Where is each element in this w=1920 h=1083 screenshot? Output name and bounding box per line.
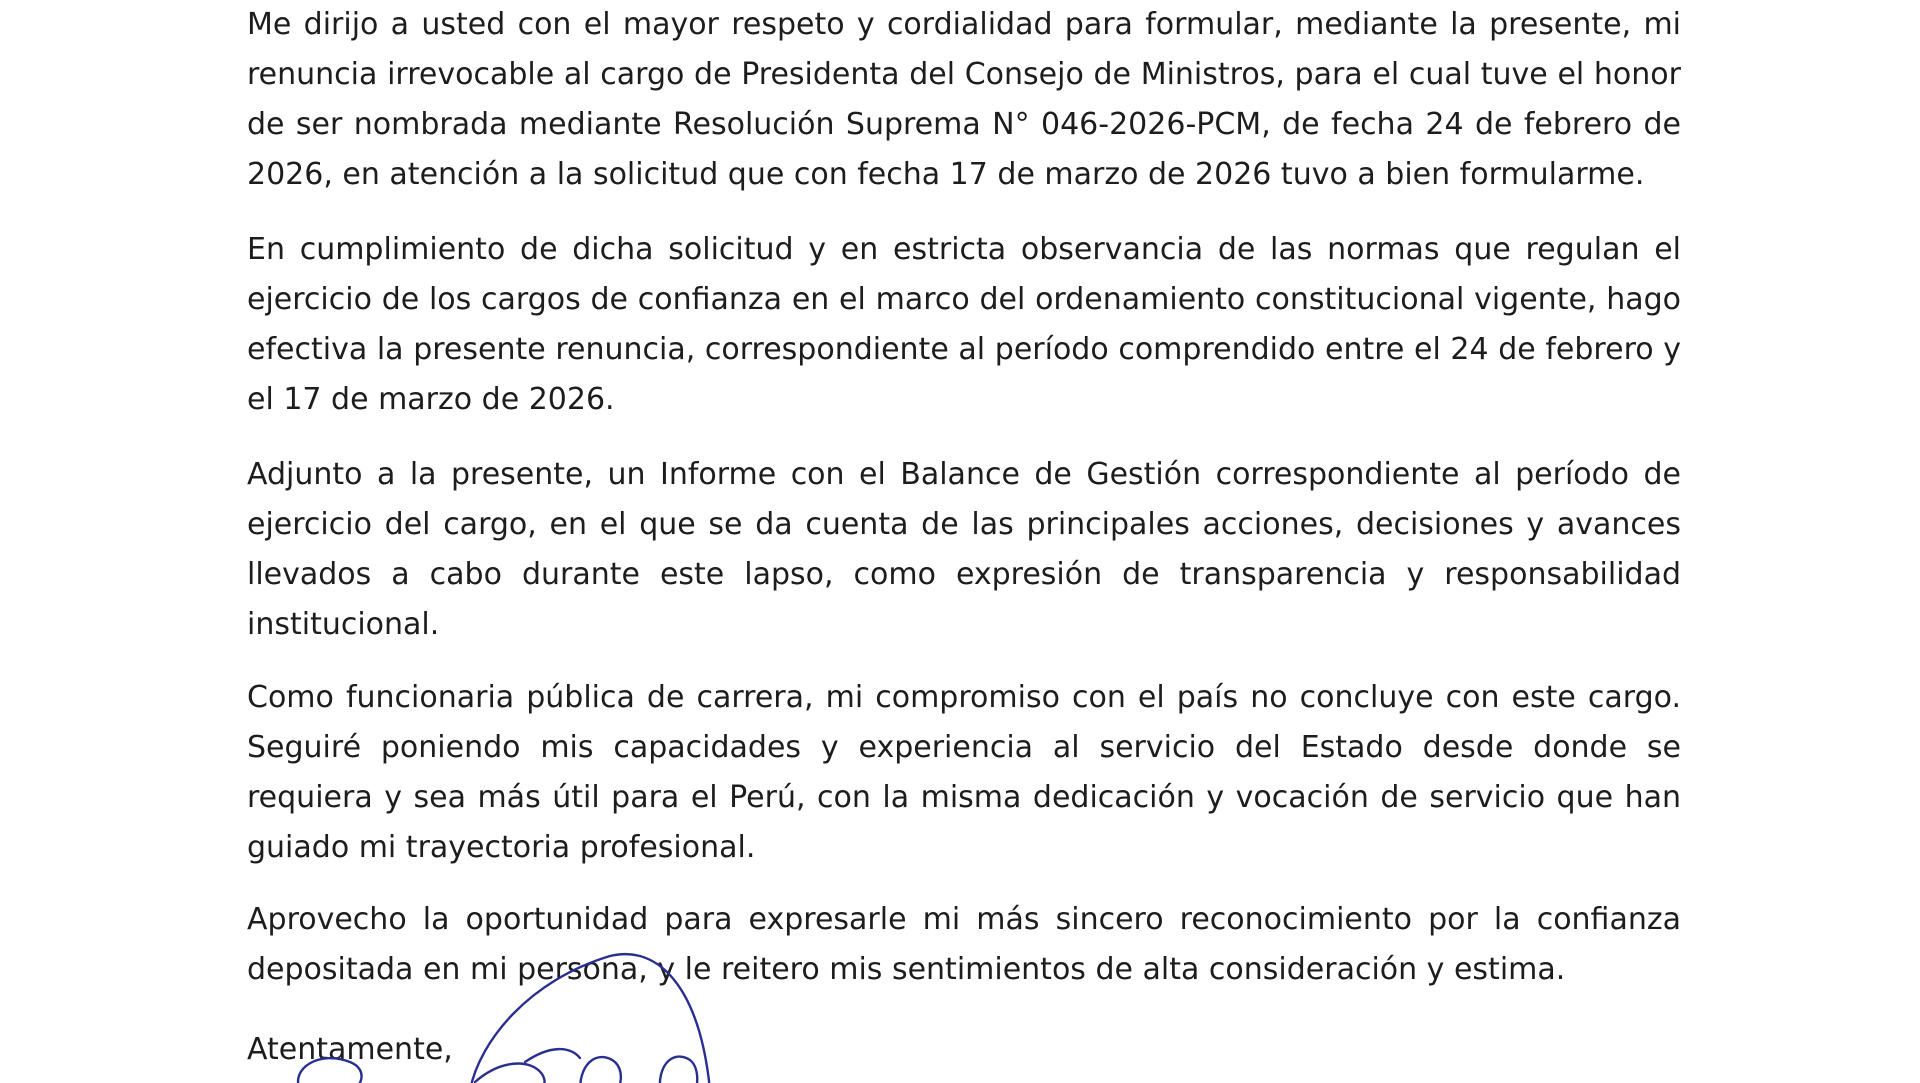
closing-salutation: Atentamente,	[247, 1032, 453, 1067]
paragraph-2: En cumplimiento de dicha solicitud y en estricta observancia de las normas que regulan el ejercicio de los cargos de confianza en el marco del ordenamiento constitucional vigente, hago efectiva la presente renuncia, correspondiente al período comprendido entre el 24 de febrero y el 17 de marzo de 2026.	[247, 232, 1681, 417]
paragraph-4: Como funcionaria pública de carrera, mi compromiso con el país no concluye con este cargo. Seguiré poniendo mis capacidades y experiencia al servicio del Estado desde donde se requiera y sea más útil para el Perú, con la misma dedicación y vocación de servicio que han guiado mi trayectoria profesional.	[247, 680, 1681, 865]
paragraph-5: Aprovecho la oportunidad para expresarle mi más sincero reconocimiento por la confianza depositada en mi persona, y le reitero mis sentimientos de alta consideración y estima.	[247, 902, 1681, 987]
paragraph-1: Me dirijo a usted con el mayor respeto y cordialidad para formular, mediante la presente, mi renuncia irrevocable al cargo de Presidenta del Consejo de Ministros, para el cual tuve el honor de ser nombrada mediante Resolución Suprema N° 046-2026-PCM, de fecha 24 de febrero de 2026, en atención a la solicitud que con fecha 17 de marzo de 2026 tuvo a bien formularme.	[247, 7, 1681, 192]
paragraph-3: Adjunto a la presente, un Informe con el Balance de Gestión correspondiente al período de ejercicio del cargo, en el que se da cuenta de las principales acciones, decisiones y avances llevados a cabo durante este lapso, como expresión de transparencia y responsabilidad institucional.	[247, 457, 1681, 642]
